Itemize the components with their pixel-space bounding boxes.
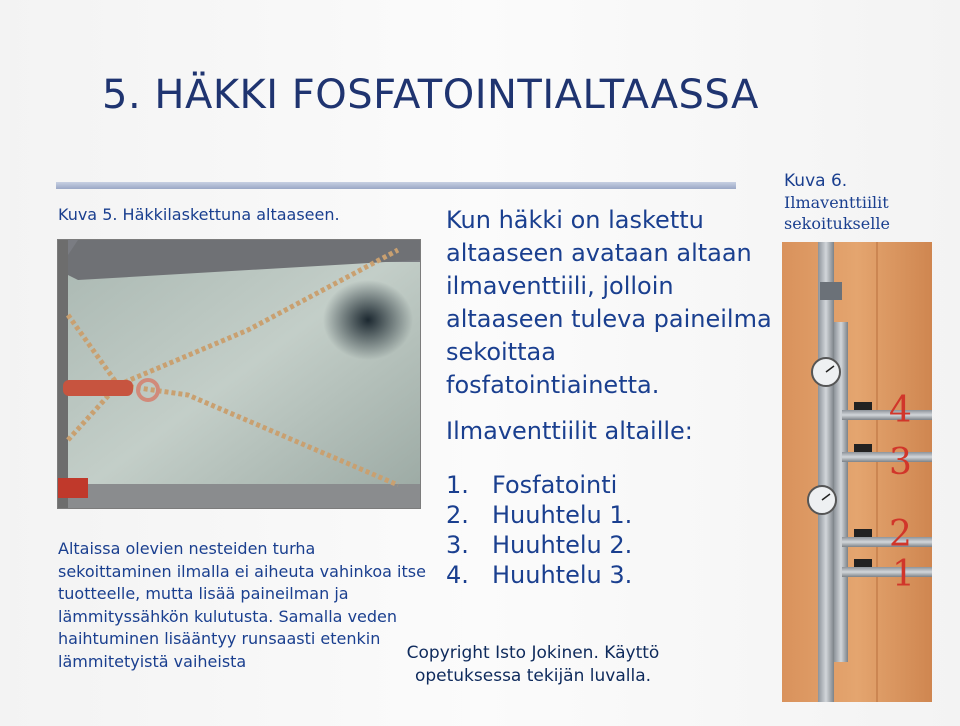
figure6-caption	[784, 170, 954, 234]
figure6-photo	[782, 242, 932, 702]
figure6-caption-line1: Kuva 6.	[784, 171, 848, 191]
valve-number-4: 4	[889, 390, 912, 431]
list-number: 3.	[446, 531, 469, 559]
list-label: Huuhtelu 2.	[492, 531, 633, 559]
title-divider	[56, 182, 736, 189]
list-number: 1.	[446, 471, 469, 499]
valve-number-1: 1	[892, 554, 915, 595]
figure5-photo	[57, 239, 421, 509]
list-number: 4.	[446, 561, 469, 589]
copyright-note: Copyright Isto Jokinen. Käyttö opetuksessa tekijän luvalla.	[406, 643, 660, 686]
list-label: Huuhtelu 3.	[492, 561, 633, 589]
list-item	[446, 500, 632, 530]
air-valves-image	[782, 242, 932, 702]
valve-list	[446, 470, 632, 590]
list-heading: Ilmaventtiilit altaille:	[446, 417, 693, 445]
cage-in-tank-image	[58, 240, 420, 508]
figure6-caption-line2: Ilmaventtiilit sekoitukselle	[784, 193, 890, 233]
valve-number-3: 3	[889, 442, 912, 483]
list-label: Huuhtelu 1.	[492, 501, 633, 529]
list-item	[446, 560, 632, 590]
valve-number-2: 2	[889, 514, 912, 555]
left-paragraph: Altaissa olevien nesteiden turha sekoittaminen ilmalla ei aiheuta vahinkoa itse tuotteelle, mutta lisää paineilman ja lämmityssähkön kulutusta. Samalla veden haihtuminen lisääntyy runsaasti etenkin lämmitetyistä vaiheista	[58, 539, 426, 671]
list-label: Fosfatointi	[492, 471, 618, 499]
list-number: 2.	[446, 501, 469, 529]
slide-title: 5. HÄKKI FOSFATOINTIALTAASSA	[102, 72, 759, 118]
main-text: Kun häkki on laskettu altaaseen avataan altaan ilmaventtiili, jolloin altaaseen tuleva paineilma sekoittaa fosfatointiainetta.	[446, 206, 772, 399]
list-item	[446, 470, 632, 500]
figure5-caption: Kuva 5. Häkkilaskettuna altaaseen.	[58, 205, 340, 224]
list-item	[446, 530, 632, 560]
